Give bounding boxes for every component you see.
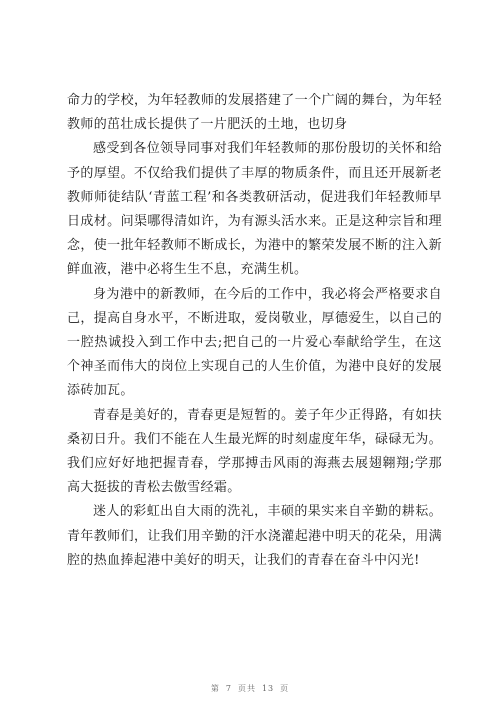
paragraph: 命力的学校，为年轻教师的发展搭建了一个广阔的舞台，为年轻教师的茁壮成长提供了一片肥沃的土地，也切身 [67, 93, 442, 133]
document-body [67, 89, 442, 573]
footer-current-page: 7 [225, 684, 232, 693]
footer-suffix: 页 [280, 684, 290, 693]
paragraph: 迷人的彩虹出自大雨的洗礼，丰硕的果实来自辛勤的耕耘。青年教师们，让我们用辛勤的汗水浇灌起港中明天的花朵，用满腔的热血捧起港中美好的明天，让我们的青春在奋斗中闪光! [67, 504, 442, 568]
paragraph: 身为港中的新教师，在今后的工作中，我必将会严格要求自己，提高自身水平，不断进取，爱岗敬业，厚德爱生，以自己的一腔热诚投入到工作中去;把自己的一片爱心奉献给学生，在这个神圣而伟大的岗位上实现自己的人生价值，为港中良好的发展添砖加瓦。 [67, 286, 442, 399]
paragraph: 青春是美好的，青春更是短暂的。姜子年少正得路，有如扶桑初日升。我们不能在人生最光辉的时刻虚度年华，碌碌无为。我们应好好地把握青春，学那搏击风雨的海燕去展翅翱翔;学那高大挺拔的青松去傲雪经霜。 [67, 407, 442, 496]
footer-total-pages: 13 [261, 684, 275, 693]
footer-prefix: 第 [210, 684, 220, 693]
footer-of-label: 页共 [237, 684, 256, 693]
page-footer [0, 683, 500, 694]
paragraph: 感受到各位领导同事对我们年轻教师的那份殷切的关怀和给予的厚望。不仅给我们提供了丰厚的物质条件，而且还开展新老教师师徒结队‘青蓝工程’和各类教研活动，促进我们年轻教师早日成材。问渠哪得清如许，为有源头活水来。正是这种宗旨和理念，使一批年轻教师不断成长，为港中的繁荣发展不断的注入新鲜血液，港中必将生生不息，充满生机。 [67, 141, 442, 278]
